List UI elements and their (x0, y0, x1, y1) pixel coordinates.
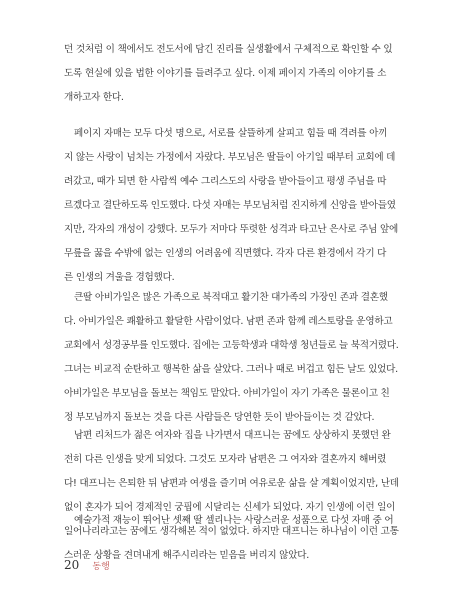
text-line: 개하고자 한다. (64, 92, 124, 103)
text-line: 교회에서 성경공부를 인도했다. 집에는 고등학생과 대학생 청년들로 늘 북적거렸다. (64, 340, 399, 351)
text-line: 페이지 자매는 모두 다섯 명으로, 서로를 살뜰하게 살피고 힘들 때 격려를 아끼 (74, 128, 388, 139)
paragraph-intro (64, 38, 410, 110)
text-line: 도록 현실에 있을 법한 이야기를 들려주고 싶다. 이제 페이지 가족의 이야기를 소 (64, 68, 387, 79)
text-line: 없이 혼자가 되어 경제적인 궁핍에 시달리는 신세가 되었다. 자기 인생에 이런 일이 (64, 502, 396, 513)
paragraph-daphne (64, 424, 410, 568)
running-title: 동행 (92, 562, 110, 572)
paragraph-abigail (64, 286, 410, 430)
page-footer (64, 554, 110, 573)
text-line: 남편 리처드가 젊은 여자와 집을 나가면서 대프니는 꿈에도 상상하지 못했던 완 (74, 430, 391, 441)
paragraph-page-sisters (64, 122, 410, 290)
text-line: 던 것처럼 이 책에서도 전도서에 담긴 진리를 실생활에서 구체적으로 확인할 수 있 (64, 44, 393, 55)
text-line: 다. 아비가일은 쾌활하고 활달한 사람이었다. 남편 존과 함께 레스토랑을 운영하고 (64, 316, 393, 327)
text-line: 아비가일은 부모님을 돌보는 책임도 맡았다. 아비가일이 자기 가족은 물론이고 친 (64, 388, 390, 399)
text-line: 르겠다고 결단하도록 인도했다. 다섯 자매는 부모님처럼 진지하게 신앙을 받아들였 (64, 200, 396, 211)
text-line: 지 않는 사랑이 넘치는 가정에서 자랐다. 부모님은 딸들이 아기일 때부터 교회에 데 (64, 152, 396, 163)
text-line: 려갔고, 때가 되면 한 사람씩 예수 그리스도의 사랑을 받아들이고 평생 주님을 따 (64, 176, 387, 187)
text-line: 무릎을 꿇을 수밖에 없는 인생의 어려움에 직면했다. 각자 다른 환경에서 각기 다 (64, 248, 387, 259)
text-line: 스러운 상황을 견뎌내게 해주시리라는 믿음을 버리지 않았다. (64, 550, 310, 561)
text-line: 큰딸 아비가일은 많은 가족으로 북적대고 활기찬 대가족의 가장인 존과 결혼했 (74, 292, 388, 303)
text-line: 지만, 각자의 개성이 강했다. 모두가 저마다 뚜렷한 성격과 타고난 은사로 주님 앞에 (64, 224, 398, 235)
text-line: 전히 다른 인생을 맞게 되었다. 그것도 모자라 남편은 그 여자와 결혼까지 해버렸 (64, 454, 387, 465)
paragraph-selina-text (64, 509, 410, 533)
text-line: 다! 대프니는 은퇴한 뒤 남편과 여생을 즐기며 여유로운 삶을 살 계획이었지만, 난데 (64, 478, 399, 489)
page-number: 20 (64, 558, 80, 572)
text-line: 그녀는 비교적 순탄하고 행복한 삶을 살았다. 그러나 때로 버겁고 힘든 날도 있었다. (64, 364, 398, 375)
text-line: 정 부모님까지 돌보는 것을 다른 사람들은 당연한 듯이 받아들이는 것 같았다. (64, 412, 375, 423)
text-line: 일어나리라고는 꿈에도 생각해본 적이 없었다. 하지만 대프니는 하나님이 이런 고통 (64, 526, 399, 537)
text-line: 른 인생의 겨울을 경험했다. (64, 272, 175, 283)
text-line: 예술가적 재능이 뛰어난 셋째 딸 셀리나는 사랑스러운 성품으로 다섯 자매 중 어 (74, 515, 394, 526)
